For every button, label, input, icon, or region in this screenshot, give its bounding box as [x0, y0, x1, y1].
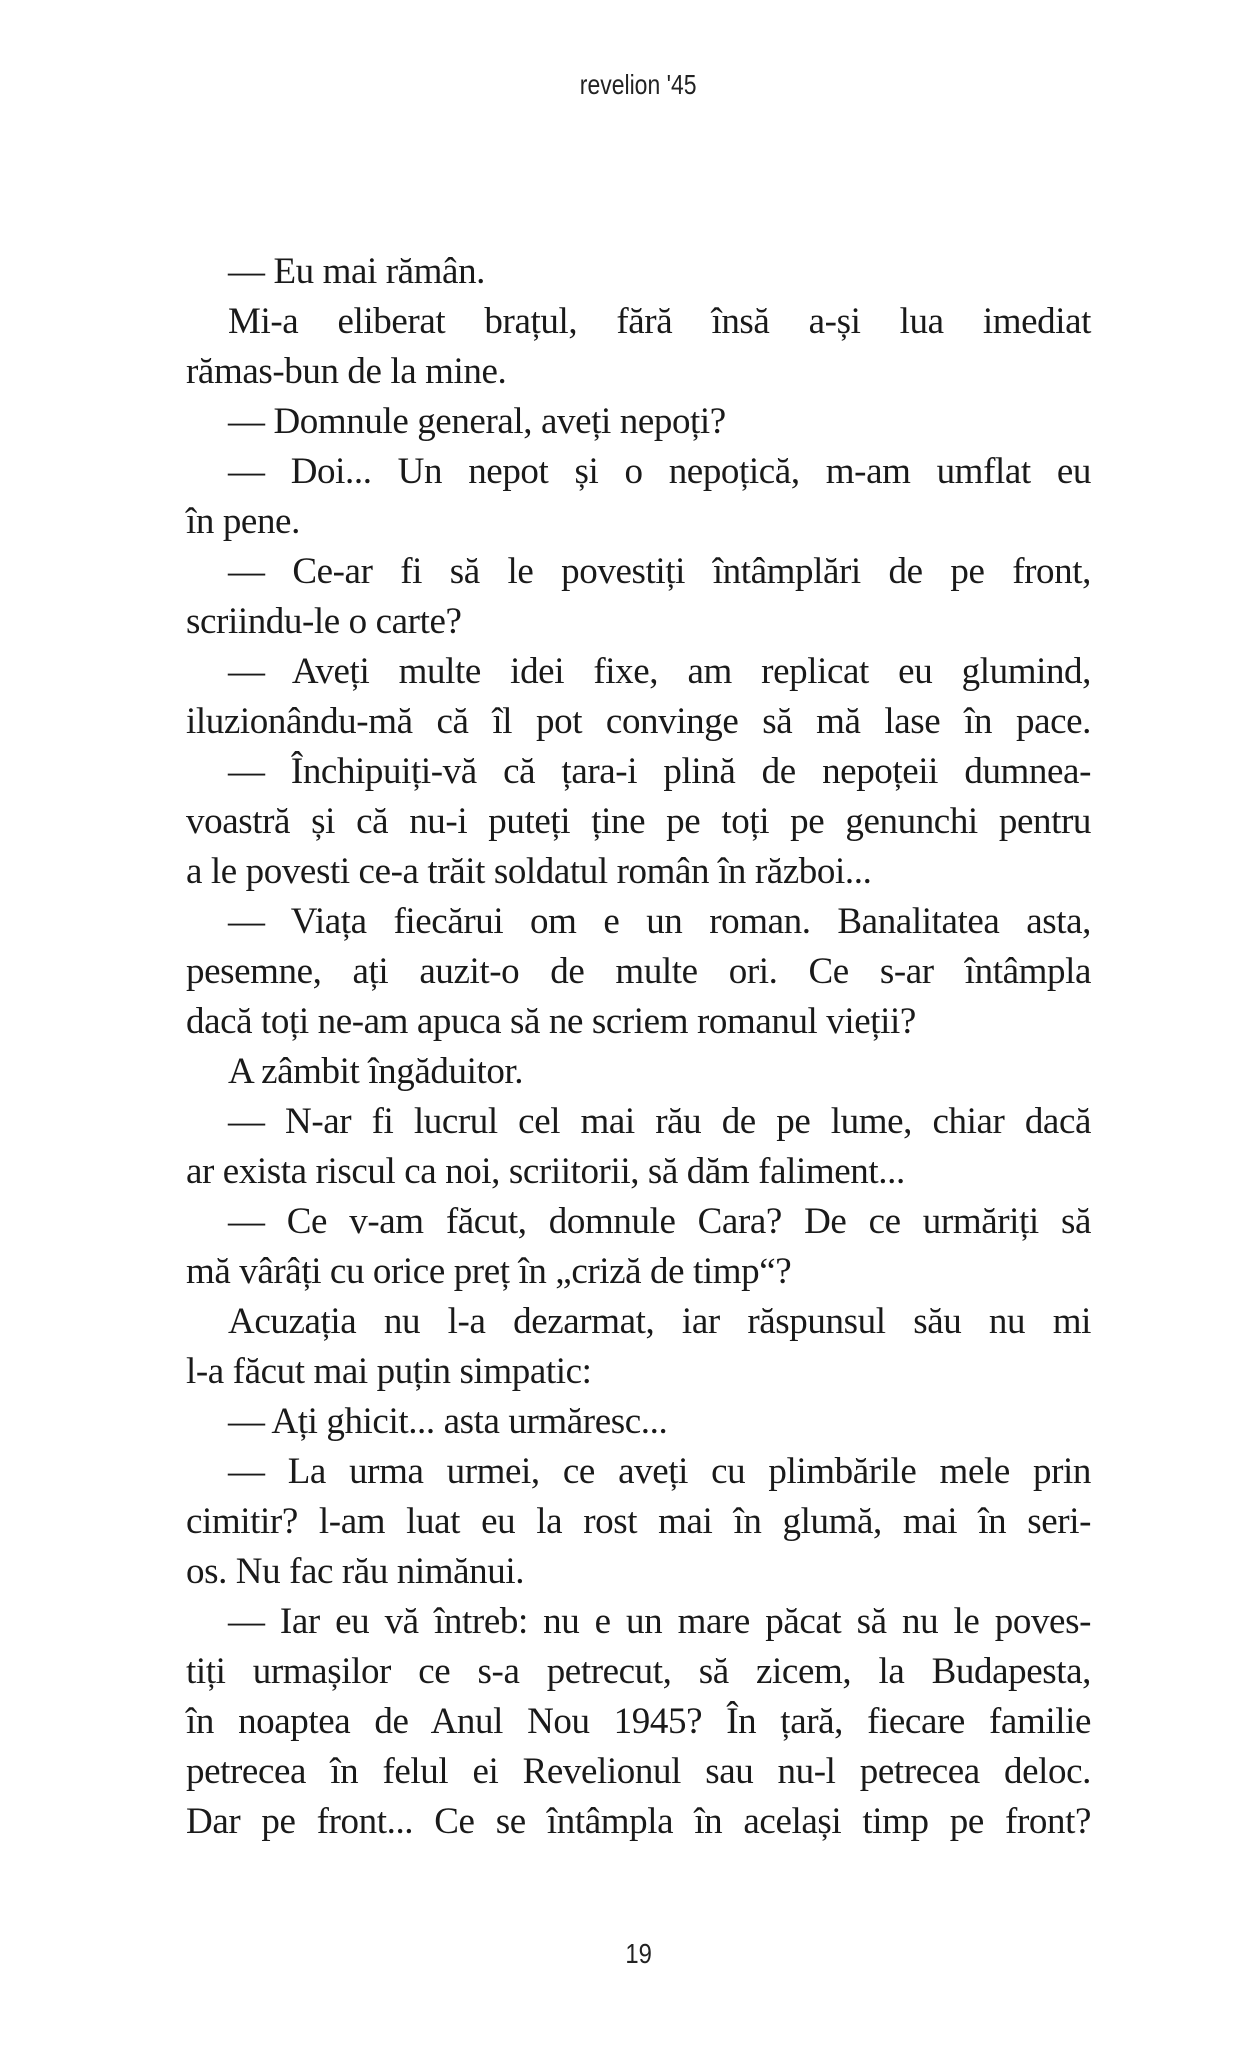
- text-line: ar exista riscul ca noi, scriitorii, să dăm faliment...: [186, 1151, 905, 1192]
- text-line: — Aveți multe idei fixe, am replicat eu glumind,: [228, 651, 1091, 692]
- text-line: — Eu mai rămân.: [228, 251, 486, 292]
- page-number: [186, 1938, 1091, 1970]
- text-line: voastră și că nu-i puteți ține pe toți pe genunchi pentru: [186, 801, 1091, 842]
- text-line: în pene.: [186, 501, 300, 542]
- text-block: [186, 247, 1091, 1847]
- running-header-text: revelion '45: [580, 69, 697, 100]
- text-line: — Iar eu vă întreb: nu e un mare păcat să nu le poves-: [228, 1601, 1091, 1642]
- text-line: A zâmbit îngăduitor.: [228, 1051, 524, 1092]
- text-line: os. Nu fac rău nimănui.: [186, 1551, 525, 1592]
- text-line: rămas-bun de la mine.: [186, 351, 507, 392]
- text-line: Dar pe front... Ce se întâmpla în același timp pe front?: [186, 1801, 1091, 1842]
- text-line: dacă toți ne-am apuca să ne scriem romanul vieții?: [186, 1001, 916, 1042]
- text-line: cimitir? l-am luat eu la rost mai în glumă, mai în seri-: [186, 1501, 1091, 1542]
- page-number-text: 19: [625, 1938, 652, 1969]
- text-line: iluzionându-mă că îl pot convinge să mă lase în pace.: [186, 701, 1091, 742]
- text-line: scriindu-le o carte?: [186, 601, 462, 642]
- text-line: tiți urmașilor ce s-a petrecut, să zicem, la Budapesta,: [186, 1651, 1091, 1692]
- text-line: — La urma urmei, ce aveți cu plimbările mele prin: [228, 1451, 1091, 1492]
- text-line: — Viața fiecărui om e un roman. Banalitatea asta,: [228, 901, 1091, 942]
- text-line: petrecea în felul ei Revelionul sau nu-l petrecea deloc.: [186, 1751, 1091, 1792]
- text-line: — Doi... Un nepot și o nepoțică, m-am umflat eu: [228, 451, 1091, 492]
- text-line: Acuzația nu l-a dezarmat, iar răspunsul său nu mi: [228, 1301, 1091, 1342]
- text-line: l-a făcut mai puțin simpatic:: [186, 1351, 592, 1392]
- text-line: Mi-a eliberat brațul, fără însă a-și lua imediat: [228, 301, 1091, 342]
- text-line: — Ce-ar fi să le povestiți întâmplări de pe front,: [228, 551, 1091, 592]
- text-line: — Închipuiți-vă că țara-i plină de nepoțeii dumnea-: [228, 751, 1091, 792]
- running-header: [186, 69, 1091, 101]
- text-line: mă vârâți cu orice preț în „criză de timp“?: [186, 1251, 792, 1292]
- text-line: a le povesti ce-a trăit soldatul român în război...: [186, 851, 872, 892]
- text-line: — Domnule general, aveți nepoți?: [228, 401, 726, 442]
- text-line: pesemne, ați auzit-o de multe ori. Ce s-ar întâmpla: [186, 951, 1091, 992]
- text-line: — Ați ghicit... asta urmăresc...: [228, 1401, 668, 1442]
- text-line: — Ce v-am făcut, domnule Cara? De ce urmăriți să: [228, 1201, 1091, 1242]
- text-line: în noaptea de Anul Nou 1945? În țară, fiecare familie: [186, 1701, 1091, 1742]
- text-line: — N-ar fi lucrul cel mai rău de pe lume, chiar dacă: [228, 1101, 1091, 1142]
